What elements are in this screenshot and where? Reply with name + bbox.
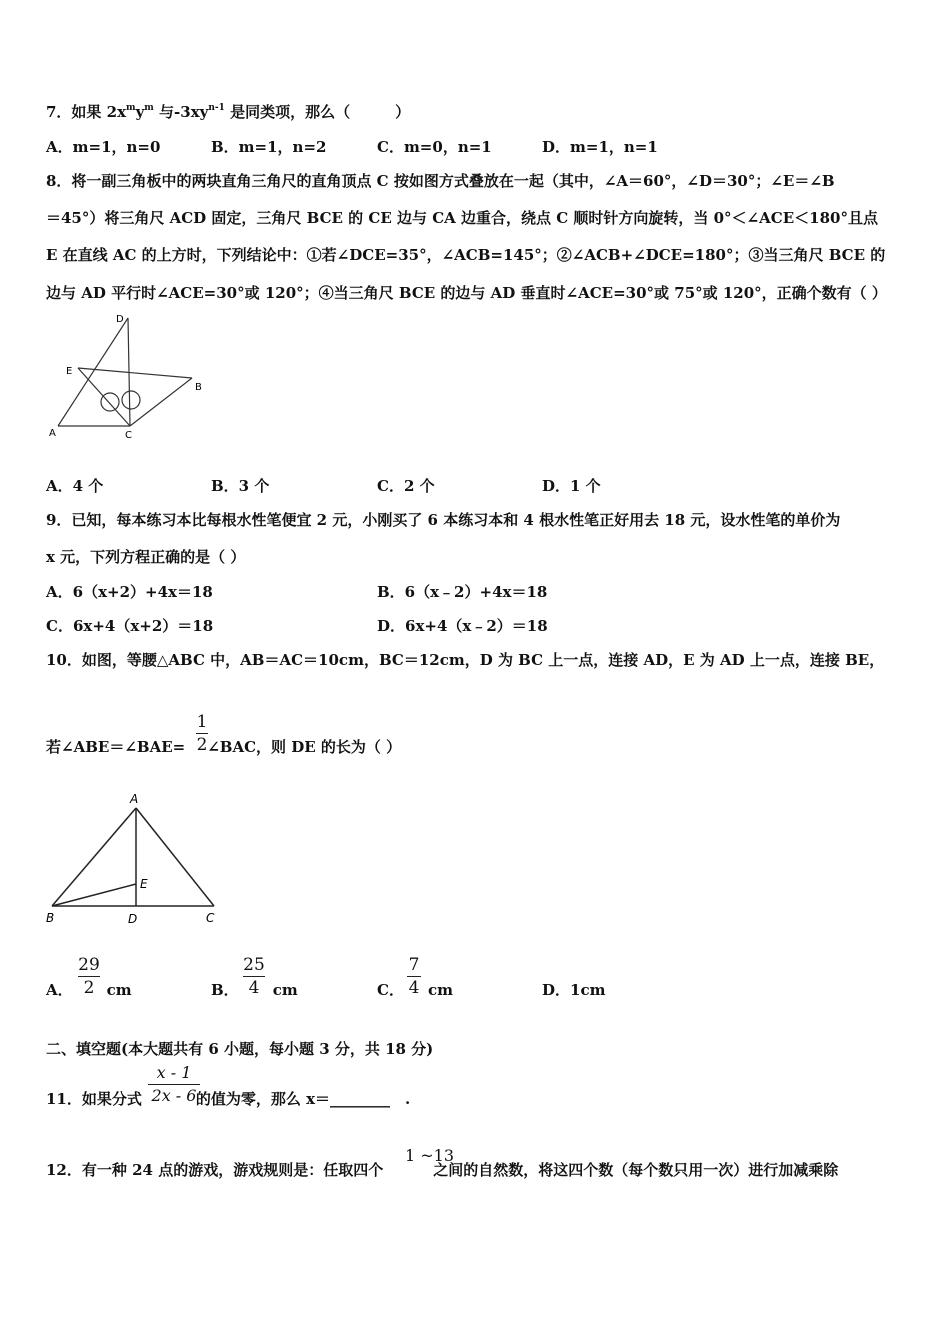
q10-option-b[interactable]: B． cm <box>211 981 298 999</box>
q10-line-ab <box>52 808 136 906</box>
q10-label-b: B <box>46 911 55 925</box>
q10-label-c: C <box>206 911 215 925</box>
q10-option-b-fraction: 25 4 <box>243 955 265 998</box>
q7-option-a[interactable]: A．m=1，n=0 <box>46 138 161 156</box>
q8-label-d: D <box>116 314 124 325</box>
q7-option-d[interactable]: D．m=1，n=1 <box>542 138 658 156</box>
q9-stem-line-2: x 元，下列方程正确的是（ ） <box>46 548 246 566</box>
q10-fraction-half: 1 2 <box>196 712 208 755</box>
q8-angle-arc-2 <box>122 391 140 409</box>
q7-option-c[interactable]: C．m=0，n=1 <box>377 138 492 156</box>
q8-label-a: A <box>49 428 56 439</box>
q10-line-be <box>52 884 136 906</box>
q8-figure <box>40 308 220 443</box>
q10-option-c[interactable]: C． cm <box>377 981 453 999</box>
q10-option-c-fraction: 7 4 <box>408 955 420 998</box>
q7-stem: 7．如果 $2x^my^m$ 与$-3xy^{n-1}$ 是同类项，那么（ ） <box>46 103 411 121</box>
q9-stem-line-1: 9．已知，每本练习本比每根水性笔便宜 2 元，小刚买了 6 本练习本和 4 根水性笔正好用去 18 元，设水性笔的单价为 <box>46 511 841 529</box>
q8-option-c[interactable]: C．2 个 <box>377 477 435 495</box>
q9-option-a[interactable]: A．6（x+2）+4x＝18 <box>46 583 213 601</box>
section-2-heading: 二、填空题(本大题共有 6 小题，每小题 3 分，共 18 分) <box>46 1040 434 1058</box>
q10-option-a[interactable]: A． cm <box>46 981 132 999</box>
q10-label-d: D <box>128 912 138 926</box>
q10-option-a-fraction: 29 2 <box>78 955 100 998</box>
q8-option-a[interactable]: A．4 个 <box>46 477 104 495</box>
q8-stem-line-2: ＝45°）将三角尺 ACD 固定，三角尺 BCE 的 CE 边与 CA 边重合，绕点 C 顺时针方向旋转，当 0°＜∠ACE＜180°且点 <box>46 209 878 227</box>
q7-option-b[interactable]: B．m=1，n=2 <box>211 138 327 156</box>
q8-stem-line-4: 边与 AD 平行时∠ACE=30°或 120°；④当三角尺 BCE 的边与 AD 垂直时∠ACE=30°或 75°或 120°，正确个数有（ ） <box>46 284 887 302</box>
q10-option-d[interactable]: D．1cm <box>542 981 606 999</box>
q11-stem: 11．如果分式 的值为零，那么 x＝________ . <box>46 1090 411 1108</box>
q10-stem-line-2: 若∠ABE＝∠BAE= ∠BAC，则 DE 的长为（ ） <box>46 738 402 756</box>
q10-stem-line-1: 10．如图，等腰△ABC 中，AB＝AC＝10cm，BC＝12cm，D 为 BC 上一点，连接 AD，E 为 AD 上一点，连接 BE， <box>46 651 885 669</box>
q11-fraction: x - 1 2x - 6 <box>146 1062 202 1107</box>
q8-label-e: E <box>66 366 73 377</box>
q8-stem-line-3: E 在直线 AC 的上方时，下列结论中：①若∠DCE=35°，∠ACB=145°；②∠ACB+∠DCE=180°；③当三角尺 BCE 的 <box>46 246 886 264</box>
q10-line-ac <box>136 808 214 906</box>
q10-label-a: A <box>130 792 139 806</box>
q10-label-e: E <box>140 877 148 891</box>
q8-label-b: B <box>195 382 202 393</box>
q8-option-b[interactable]: B．3 个 <box>211 477 270 495</box>
q9-option-b[interactable]: B．6（x﹣2）+4x＝18 <box>377 583 548 601</box>
q12-stem: 12．有一种 24 点的游戏，游戏规则是：任取四个 之间的自然数，将这四个数（每个数只用一次）进行加减乘除 <box>46 1161 839 1179</box>
q8-option-d[interactable]: D．1 个 <box>542 477 601 495</box>
q12-range: 1 ~13 <box>405 1146 455 1165</box>
q8-line-eb <box>78 368 192 378</box>
q8-label-c: C <box>125 430 132 441</box>
q9-option-c[interactable]: C．6x+4（x+2）＝18 <box>46 617 214 635</box>
q8-stem-line-1: 8．将一副三角板中的两块直角三角尺的直角顶点 C 按如图方式叠放在一起（其中，∠A＝60°，∠D＝30°；∠E＝∠B <box>46 172 835 190</box>
q8-angle-arc-1 <box>101 393 119 411</box>
q9-option-d[interactable]: D．6x+4（x﹣2）＝18 <box>377 617 548 635</box>
q10-figure <box>40 788 230 930</box>
